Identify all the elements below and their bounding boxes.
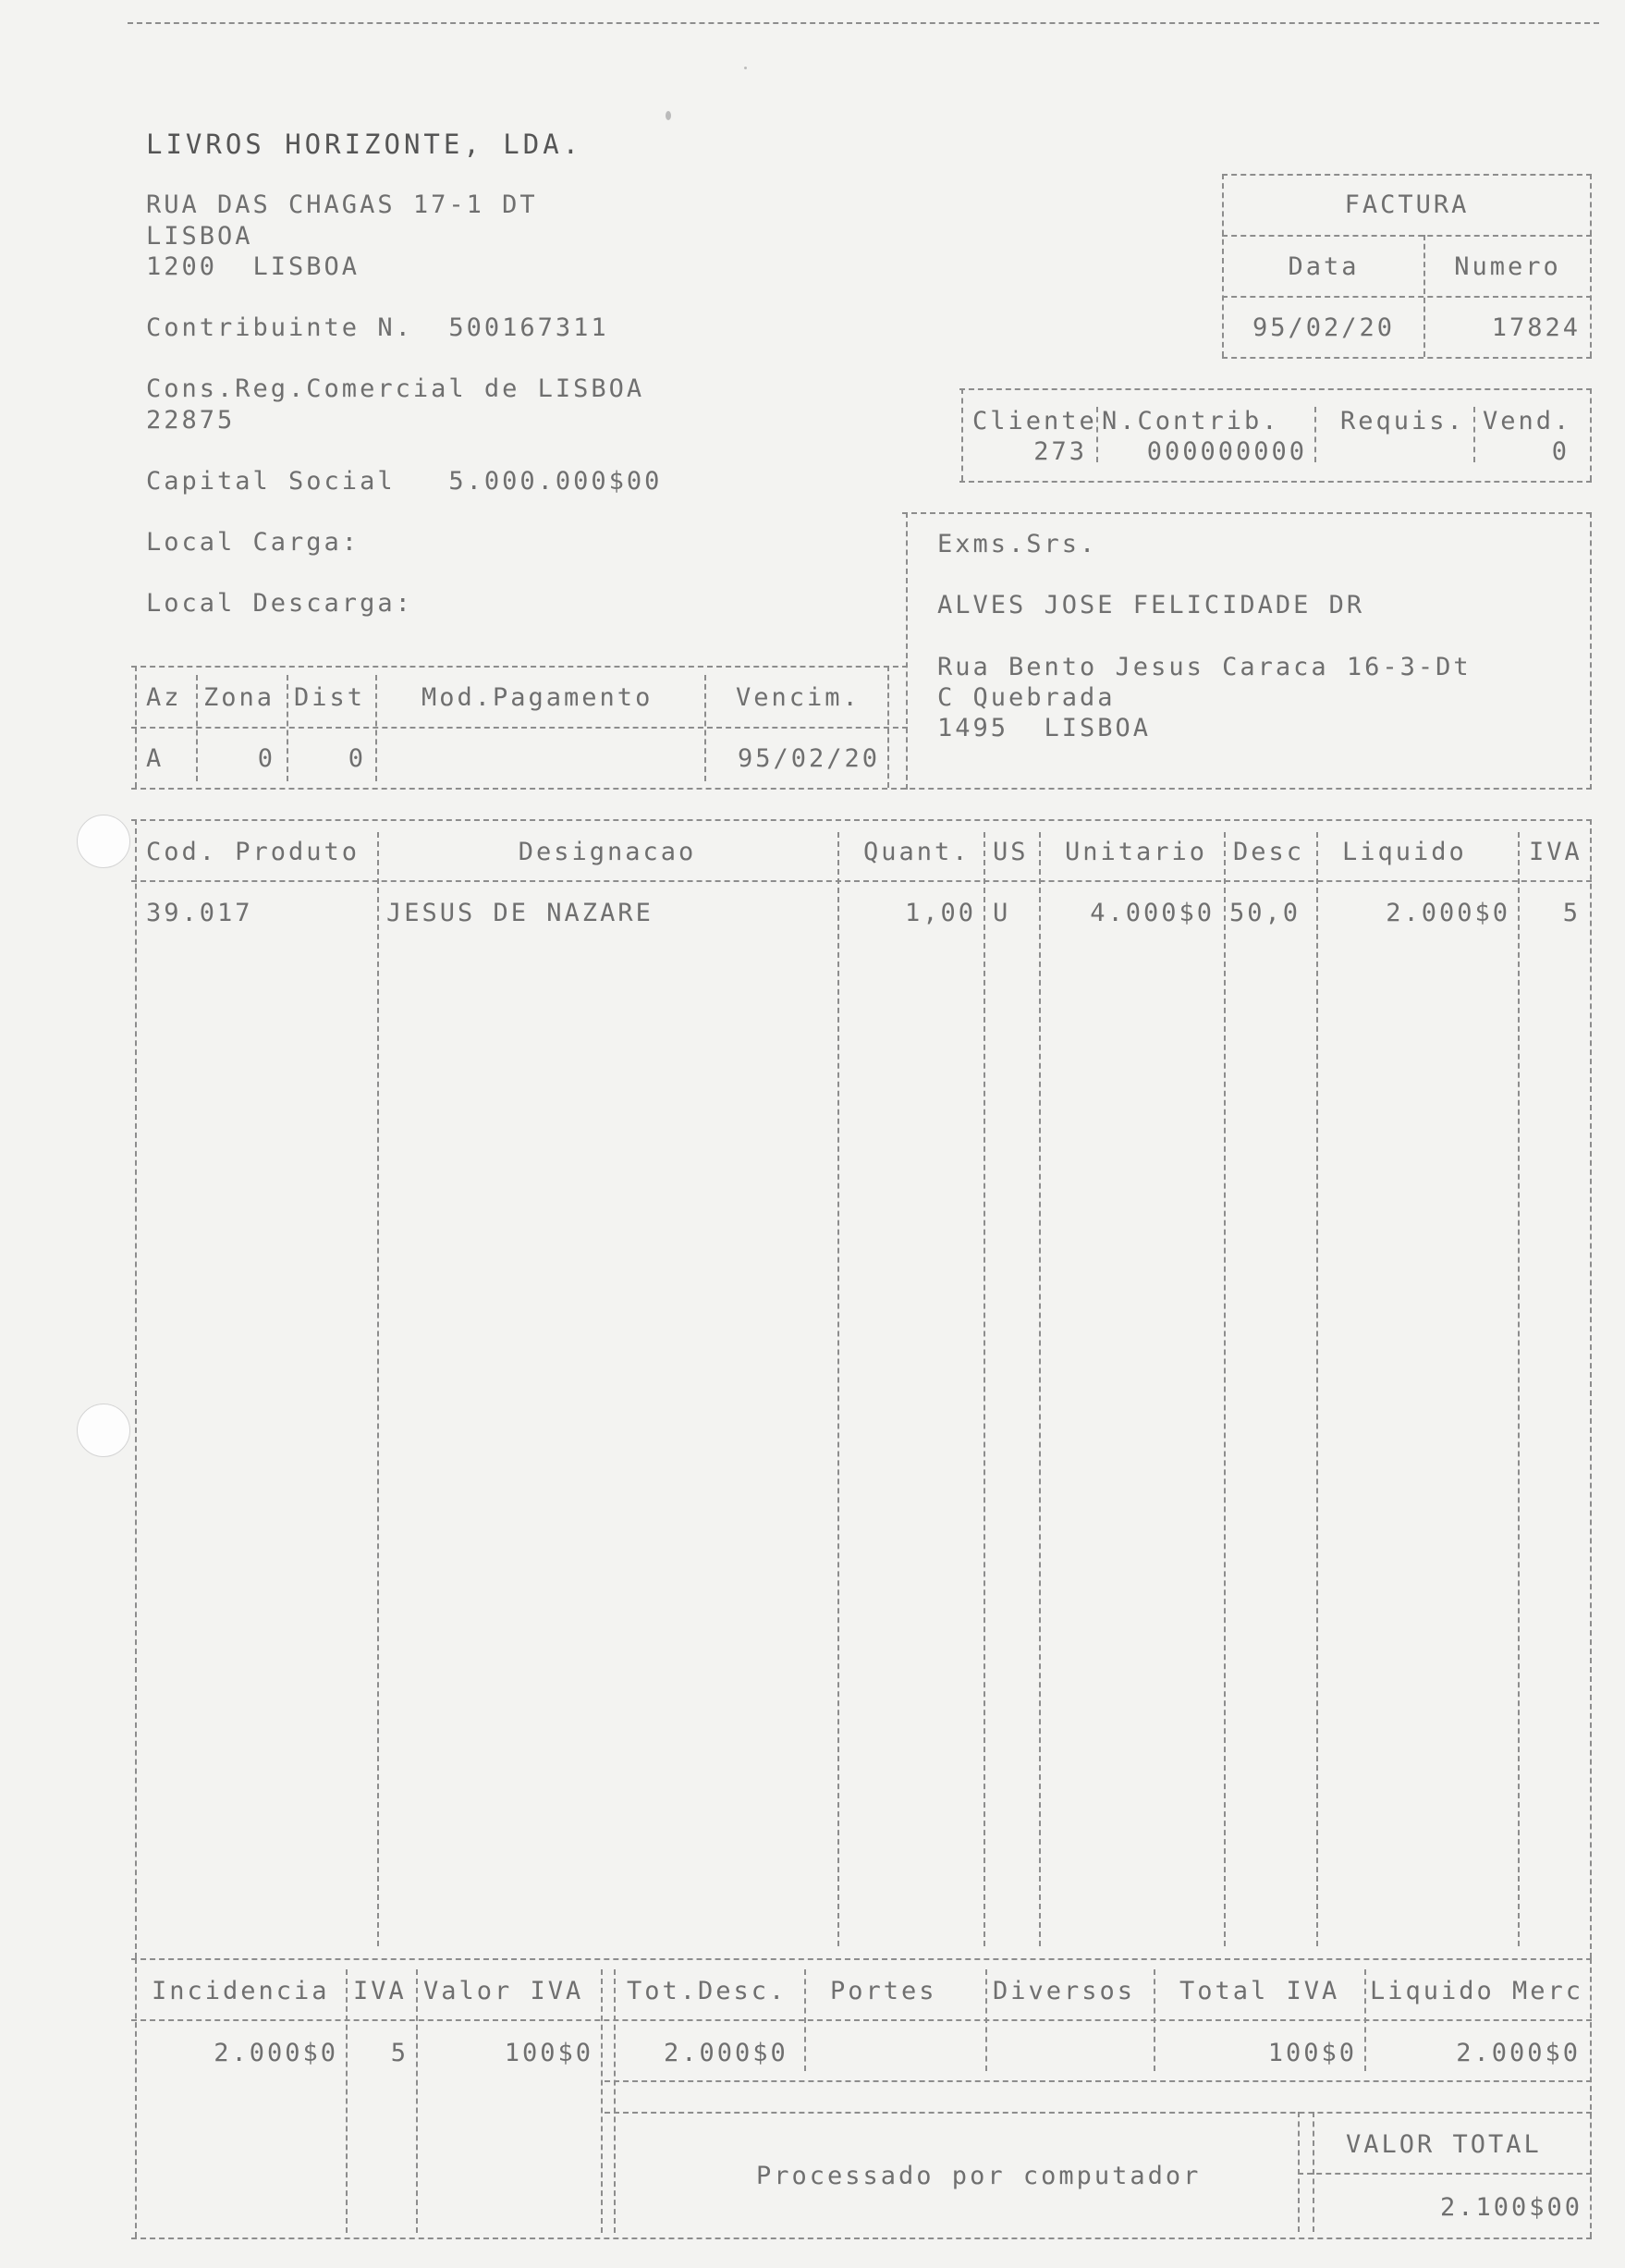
totals-vat-value: 100$0 (504, 2039, 593, 2067)
invoice-date-label: Data (1288, 252, 1360, 281)
grand-total-value: 2.100$00 (1439, 2193, 1582, 2222)
rule (985, 1969, 987, 2071)
totals-header-shipping: Portes (830, 1977, 937, 2005)
company-address-line3: 1200 LISBOA (146, 252, 360, 281)
payment-method-header: Mod.Pagamento (422, 683, 654, 712)
company-name: LIVROS HORIZONTE, LDA. (146, 129, 583, 160)
company-address-line1: RUA DAS CHAGAS 17-1 DT (146, 190, 538, 219)
client-taxid-header: N.Contrib. (1102, 407, 1280, 435)
invoice-title: FACTURA (1344, 190, 1470, 219)
district-header: Dist (294, 683, 366, 712)
rule (837, 832, 839, 1946)
rule (614, 1969, 616, 2233)
rule (959, 388, 1592, 390)
totals-header-discount: Tot.Desc. (627, 1977, 788, 2005)
rule (605, 2080, 1592, 2082)
rule (131, 666, 908, 668)
rule (1314, 407, 1316, 462)
col-header-unit-price: Unitario (1065, 838, 1208, 866)
zone-header: Zona (203, 683, 275, 712)
rule (131, 819, 1592, 821)
client-taxid-value: 000000000 (1146, 437, 1307, 466)
recipient-salutation: Exms.Srs. (937, 530, 1098, 558)
col-header-discount: Desc (1233, 838, 1305, 866)
rule (1222, 235, 1592, 237)
recipient-name: ALVES JOSE FELICIDADE DR (937, 591, 1365, 619)
rule (135, 666, 137, 788)
col-header-vat: IVA (1529, 838, 1582, 866)
rule (984, 832, 985, 1946)
seller-value: 0 (1551, 437, 1570, 466)
company-address-line2: LISBOA (146, 222, 253, 251)
rule (377, 832, 379, 1946)
rule (135, 1958, 137, 2237)
rule (959, 481, 1592, 483)
col-header-net: Liquido (1342, 838, 1467, 866)
rule (375, 675, 377, 781)
item-description: JESUS DE NAZARE (386, 899, 654, 927)
totals-total-vat: 100$0 (1267, 2039, 1357, 2067)
punch-hole-bottom (77, 1404, 130, 1457)
rule (605, 2112, 1592, 2114)
rule (1590, 512, 1592, 790)
top-edge-rule (128, 22, 1599, 24)
rule (131, 788, 1592, 790)
recipient-street: Rua Bento Jesus Caraca 16-3-Dt (937, 653, 1472, 681)
totals-header-vat-rate: IVA (353, 1977, 407, 2005)
totals-header-net-goods: Liquido Merc (1370, 1977, 1584, 2005)
rule (704, 675, 706, 781)
totals-header-vat-value: Valor IVA (423, 1977, 584, 2005)
rule (1364, 1969, 1366, 2071)
rule (1473, 407, 1475, 462)
paper-speck (666, 111, 671, 120)
rule (1222, 174, 1592, 176)
company-registry: Cons.Reg.Comercial de LISBOA (146, 374, 645, 403)
rule (1039, 832, 1041, 1946)
processed-by-computer-note: Processado por computador (756, 2162, 1202, 2190)
invoice-number: 17824 (1491, 313, 1581, 342)
item-unit-price: 4.000$0 (1090, 899, 1215, 927)
load-place-label: Local Carga: (146, 528, 360, 557)
rule (1222, 357, 1592, 359)
rule (131, 2019, 1592, 2021)
company-capital: Capital Social 5.000.000$00 (146, 467, 663, 496)
warehouse-value: A (146, 744, 165, 773)
rule (287, 675, 288, 781)
rule (346, 1969, 348, 2233)
rule (1590, 1958, 1592, 2237)
col-header-description: Designacao (518, 838, 697, 866)
due-date-header: Vencim. (736, 683, 861, 712)
client-id-header: Cliente (972, 407, 1097, 435)
warehouse-header: Az (146, 683, 182, 712)
rule (131, 880, 1592, 882)
totals-base: 2.000$0 (214, 2039, 338, 2067)
item-vat: 5 (1562, 899, 1581, 927)
col-header-unit: US (993, 838, 1029, 866)
totals-header-base: Incidencia (152, 1977, 330, 2005)
rule (1313, 2112, 1314, 2232)
rule (1590, 174, 1592, 357)
zone-value: 0 (257, 744, 275, 773)
rule (887, 666, 889, 788)
rule (804, 1969, 806, 2071)
rule (1222, 296, 1592, 298)
rule (135, 819, 137, 1958)
company-taxid: Contribuinte N. 500167311 (146, 313, 609, 342)
col-header-quantity: Quant. (863, 838, 971, 866)
rule (1590, 388, 1592, 481)
rule (1154, 1969, 1155, 2071)
totals-header-misc: Diversos (993, 1977, 1136, 2005)
rule (1298, 2173, 1592, 2175)
client-id-value: 273 (1033, 437, 1087, 466)
requisition-header: Requis. (1340, 407, 1465, 435)
company-registry-number: 22875 (146, 406, 236, 435)
rule (1298, 2112, 1300, 2232)
item-code: 39.017 (146, 899, 253, 927)
seller-header: Vend. (1483, 407, 1572, 435)
recipient-postal: 1495 LISBOA (937, 714, 1152, 742)
unload-place-label: Local Descarga: (146, 589, 413, 618)
recipient-locality: C Quebrada (937, 683, 1116, 712)
rule (906, 512, 908, 790)
rule (131, 1958, 1592, 1960)
invoice-number-label: Numero (1454, 252, 1561, 281)
grand-total-label: VALOR TOTAL (1346, 2130, 1542, 2159)
due-date-value: 95/02/20 (737, 744, 880, 773)
item-quantity: 1,00 (904, 899, 976, 927)
punch-hole-top (77, 815, 130, 868)
totals-vat-rate: 5 (390, 2039, 409, 2067)
rule (961, 388, 963, 481)
totals-header-total-vat: Total IVA (1179, 1977, 1340, 2005)
district-value: 0 (348, 744, 366, 773)
rule (1518, 832, 1520, 1946)
col-header-code: Cod. Produto (146, 838, 360, 866)
item-unit: U (993, 899, 1011, 927)
rule (1316, 832, 1318, 1946)
paper-speck (744, 67, 747, 69)
rule (601, 1969, 603, 2233)
rule (1224, 832, 1226, 1946)
rule (902, 512, 1592, 514)
rule (131, 727, 908, 729)
rule (416, 1969, 418, 2233)
item-net: 2.000$0 (1386, 899, 1510, 927)
item-discount: 50,0 (1229, 899, 1301, 927)
rule (131, 2237, 1592, 2239)
rule (196, 675, 198, 781)
totals-discount: 2.000$0 (664, 2039, 788, 2067)
invoice-date: 95/02/20 (1252, 313, 1396, 342)
rule (1590, 819, 1592, 1958)
totals-net-goods: 2.000$0 (1456, 2039, 1581, 2067)
